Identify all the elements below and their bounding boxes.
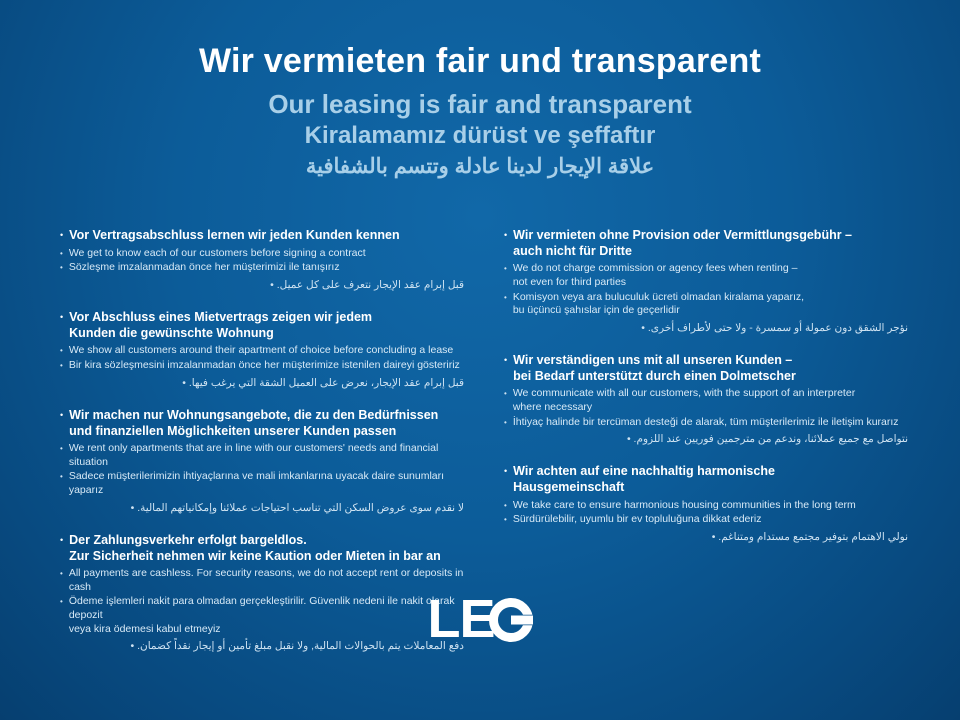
item-heading-de: Wir vermieten ohne Provision oder Vermittlungsgebühr –: [513, 228, 852, 242]
item-text-ar-value: نتواصل مع جميع عملائنا، وندعم من مترجمين فوريين عند اللزوم.: [633, 433, 908, 446]
item-text-ar: لا نقدم سوى عروض السكن التي تناسب احتياجات عملائنا وإمكانياتهم المالية. •: [130, 501, 464, 514]
bullet-icon: •: [60, 534, 64, 545]
page-title-ar: علاقة الإيجار لدينا عادلة وتتسم بالشفافية: [305, 155, 655, 179]
item-heading-de-2: Hausgemeinschaft: [513, 480, 625, 495]
item-text-ar: قبل إبرام عقد الإيجار نتعرف على كل عميل. •: [270, 278, 464, 291]
item-heading-de-2: auch nicht für Dritte: [513, 243, 632, 258]
item-text-ar-value: نؤجر الشقق دون عمولة أو سمسرة - ولا حتى لأطراف أخرى.: [647, 321, 908, 334]
bullet-icon: •: [504, 292, 507, 302]
list-item: [504, 228, 908, 336]
item-text-en: We take care to ensure harmonious housing communities in the long term: [512, 498, 856, 511]
bullet-icon: •: [504, 417, 507, 427]
leg-logo: [0, 588, 960, 653]
item-text-ar: نولي الاهتمام بتوفير مجتمع مستدام ومتناغم. •: [711, 530, 908, 543]
item-text-en-line2: where necessary: [512, 400, 593, 413]
bullet-icon: •: [504, 230, 508, 240]
bullet-icon: •: [504, 389, 507, 399]
item-text-tr-line2: bu üçüncü şahıslar için de geçerlidir: [512, 304, 680, 317]
bullet-icon: •: [60, 346, 63, 356]
bullet-icon: •: [60, 230, 64, 240]
item-heading-de-2: Kunden die gewünschte Wohnung: [69, 325, 274, 340]
item-heading-de: Vor Vertragsabschluss lernen wir jeden Kunden kennen: [69, 228, 400, 242]
bullet-icon: •: [60, 569, 63, 579]
item-text-tr: Sadece müşterilerimizin ihtiyaçlarına ve mali imkanlarına uyacak daire sunumları yaparız: [68, 470, 445, 497]
item-text-ar: دفع المعاملات يتم بالحوالات المالية, ولا نقبل مبلغ تأمين أو إيجار نقداً كضمان. •: [130, 640, 464, 653]
bullet-icon: •: [504, 466, 508, 477]
item-text-en-line1: We communicate with all our customers, with the support of an interpreter: [512, 387, 856, 400]
item-text-en: [513, 387, 855, 414]
page-title-en: Our leasing is fair and transparent: [268, 89, 692, 120]
item-text-en-line2: not even for third parties: [512, 275, 627, 288]
bullet-icon: •: [60, 312, 64, 323]
bullet-icon: •: [60, 472, 63, 482]
item-text-ar-value: لا نقدم سوى عروض السكن التي تناسب احتياجات عملائنا وإمكانياتهم المالية.: [137, 501, 464, 514]
item-text-en: All payments are cashless. For security reasons, we do not accept rent or deposits in cash: [68, 567, 464, 593]
item-text-ar-value: دفع المعاملات يتم بالحوالات المالية, ولا نقبل مبلغ تأمين أو إيجار نقداً كضمان.: [137, 640, 464, 653]
item-text-ar-value: قبل إبرام عقد الإيجار نتعرف على كل عميل.: [276, 278, 464, 291]
item-text-tr-line2: veya kira ödemesi kabul etmeyiz: [68, 622, 221, 635]
item-heading-de: Der Zahlungsverkehr erfolgt bargeldlos.: [69, 532, 307, 547]
item-text-en: We rent only apartments that are in line with our customers' needs and financial situation: [68, 442, 439, 468]
bullet-icon: •: [504, 515, 507, 525]
logo-wordmark: [427, 588, 532, 650]
item-text-tr-line1: Komisyon veya ara buluculuk ücreti olmadan kiralama yaparız,: [512, 290, 805, 303]
logo-g-mark: [489, 598, 533, 642]
item-heading-de: Wir verständigen uns mit all unseren Kunden –: [513, 353, 793, 368]
logo-text-le: LE: [427, 589, 495, 649]
list-item: [60, 408, 464, 516]
bullet-icon: •: [60, 597, 63, 607]
list-item: [504, 353, 908, 447]
page-title-de: Wir vermieten fair und transparent: [199, 42, 761, 80]
item-text-tr: Sözleşme imzalanmadan önce her müşterimizi ile tanışırız: [68, 261, 340, 274]
item-heading-de: Vor Abschluss eines Mietvertrags zeigen wir jedem: [69, 310, 373, 325]
item-heading-de-2: Zur Sicherheit nehmen wir keine Kaution oder Mieten in bar an: [69, 548, 441, 563]
item-heading-de: Wir achten auf eine nachhaltig harmonische: [513, 464, 775, 479]
item-text-ar-value: قبل إبرام عقد الإيجار، نعرض على العميل الشقة التي يرغب فيها.: [188, 376, 464, 389]
bullet-icon: •: [60, 444, 63, 454]
bullet-icon: •: [60, 409, 64, 420]
item-text-tr: İhtiyaç halinde bir tercüman desteği de alarak, tüm müşterilerimiz ile iletişim kurarız: [512, 415, 899, 428]
bullet-icon: •: [504, 500, 507, 510]
bullet-icon: •: [504, 264, 507, 274]
heading-group: [0, 42, 960, 180]
item-text-ar-value: نولي الاهتمام بتوفير مجتمع مستدام ومتناغم.: [718, 530, 908, 543]
list-item: [504, 464, 908, 545]
bullet-icon: •: [60, 248, 63, 258]
item-text-tr-line1: Ödeme işlemleri nakit para olmadan gerçekleştirilir. Güvenlik nedeni ile nakit olarak depozit: [68, 595, 455, 622]
bullet-icon: •: [60, 263, 63, 273]
item-heading-de-2: und finanziellen Möglichkeiten unserer Kunden passen: [69, 423, 397, 438]
item-text-ar: نتواصل مع جميع عملائنا، وندعم من مترجمين فوريين عند اللزوم. •: [626, 433, 908, 446]
item-text-en: We show all customers around their apartment of choice before concluding a lease: [68, 344, 454, 357]
item-text-ar: نؤجر الشقق دون عمولة أو سمسرة - ولا حتى لأطراف أخرى. •: [641, 321, 908, 334]
list-item: [60, 228, 464, 293]
item-text-tr: Sürdürülebilir, uyumlu bir ev topluluğuna dikkat ederiz: [512, 513, 762, 526]
item-heading-de: Wir machen nur Wohnungsangebote, die zu den Bedürfnissen: [69, 407, 439, 422]
item-text-en: We get to know each of our customers before signing a contract: [68, 246, 366, 259]
bullet-icon: •: [60, 361, 63, 371]
bullet-icon: •: [504, 355, 508, 366]
item-heading-de-2: bei Bedarf unterstützt durch einen Dolmetscher: [513, 368, 796, 383]
item-text-ar: قبل إبرام عقد الإيجار، نعرض على العميل الشقة التي يرغب فيها. •: [182, 376, 464, 389]
item-text-tr: Bir kira sözleşmesini imzalanmadan önce her müşterimize istenilen daireyi gösteririz: [68, 359, 460, 372]
item-text-en-line1: We do not charge commission or agency fees when renting –: [512, 262, 798, 275]
list-item: [60, 310, 464, 391]
item-text-en: [513, 262, 798, 289]
page-title-tr: Kiralamamız dürüst ve şeffaftır: [304, 122, 656, 150]
item-text-tr: [513, 291, 804, 318]
